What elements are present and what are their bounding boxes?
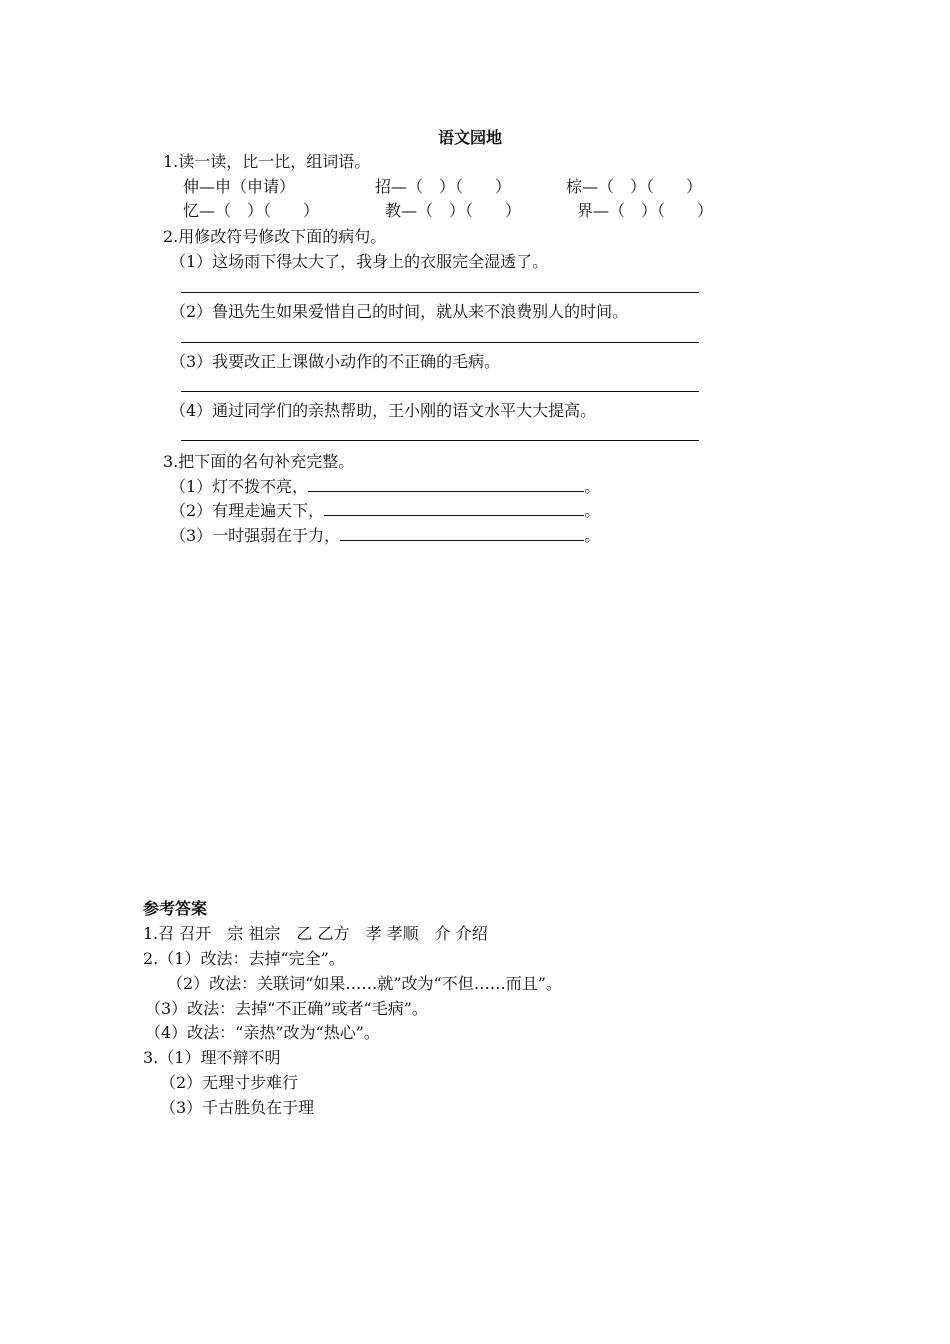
q3-item-3-suffix: 。 xyxy=(584,526,601,545)
page-title: 语文园地 xyxy=(438,128,503,147)
answer-line-1: 1.召 召开 宗 祖宗 乙 乙方 孝 孝顺 介 介绍 xyxy=(143,924,488,943)
q3-item-3 xyxy=(170,526,600,546)
q3-item-1-suffix: 。 xyxy=(584,477,601,496)
answers-heading: 参考答案 xyxy=(143,899,208,918)
q1-row1-a: 伸—申（申请） xyxy=(183,177,296,196)
q2-item-3: （3）我要改正上课做小动作的不正确的毛病。 xyxy=(170,352,501,371)
q1-row2-c: 界—（ ）（ ） xyxy=(577,201,714,220)
answer-line-5: （4）改法：“亲热”改为“热心”。 xyxy=(145,1023,380,1042)
answer-line-3: （2）改法：关联词“如果……就”改为“不但……而且”。 xyxy=(167,974,562,993)
q2-heading: 2.用修改符号修改下面的病句。 xyxy=(163,227,387,246)
q2-answer-line-1 xyxy=(181,292,699,293)
q3-item-3-prefix: （3）一时强弱在于力， xyxy=(170,526,341,545)
q3-blank-3 xyxy=(340,526,584,541)
q1-row1-c: 棕—（ ）（ ） xyxy=(566,177,703,196)
q1-row2-b: 教—（ ）（ ） xyxy=(385,201,522,220)
q1-row1-b: 招—（ ）（ ） xyxy=(375,177,512,196)
q2-item-4: （4）通过同学们的亲热帮助，王小刚的语文水平大大提高。 xyxy=(170,401,597,420)
q3-blank-1 xyxy=(308,477,584,492)
answer-line-2: 2.（1）改法：去掉“完全”。 xyxy=(143,949,345,968)
q3-blank-2 xyxy=(324,501,584,516)
q1-row2-a: 忆—（ ）（ ） xyxy=(183,201,320,220)
answer-line-8: （3）千古胜负在于理 xyxy=(160,1098,315,1117)
answer-line-7: （2）无理寸步难行 xyxy=(160,1073,299,1092)
q2-answer-line-3 xyxy=(181,391,699,392)
q3-item-1 xyxy=(170,477,600,497)
q1-heading: 1.读一读，比一比，组词语。 xyxy=(163,152,371,171)
answer-line-4: （3）改法：去掉“不正确”或者“毛病”。 xyxy=(145,999,428,1018)
q2-answer-line-2 xyxy=(181,342,699,343)
q3-item-2-suffix: 。 xyxy=(584,501,601,520)
q3-item-2 xyxy=(170,501,600,521)
answer-line-6: 3.（1）理不辩不明 xyxy=(143,1048,281,1067)
q2-answer-line-4 xyxy=(181,440,699,441)
q3-item-1-prefix: （1）灯不拨不亮， xyxy=(170,477,309,496)
q3-heading: 3.把下面的名句补充完整。 xyxy=(163,452,355,471)
q2-item-1: （1）这场雨下得太大了，我身上的衣服完全湿透了。 xyxy=(170,252,549,271)
q2-item-2: （2）鲁迅先生如果爱惜自己的时间，就从来不浪费别人的时间。 xyxy=(170,302,629,321)
q3-item-2-prefix: （2）有理走遍天下， xyxy=(170,501,325,520)
